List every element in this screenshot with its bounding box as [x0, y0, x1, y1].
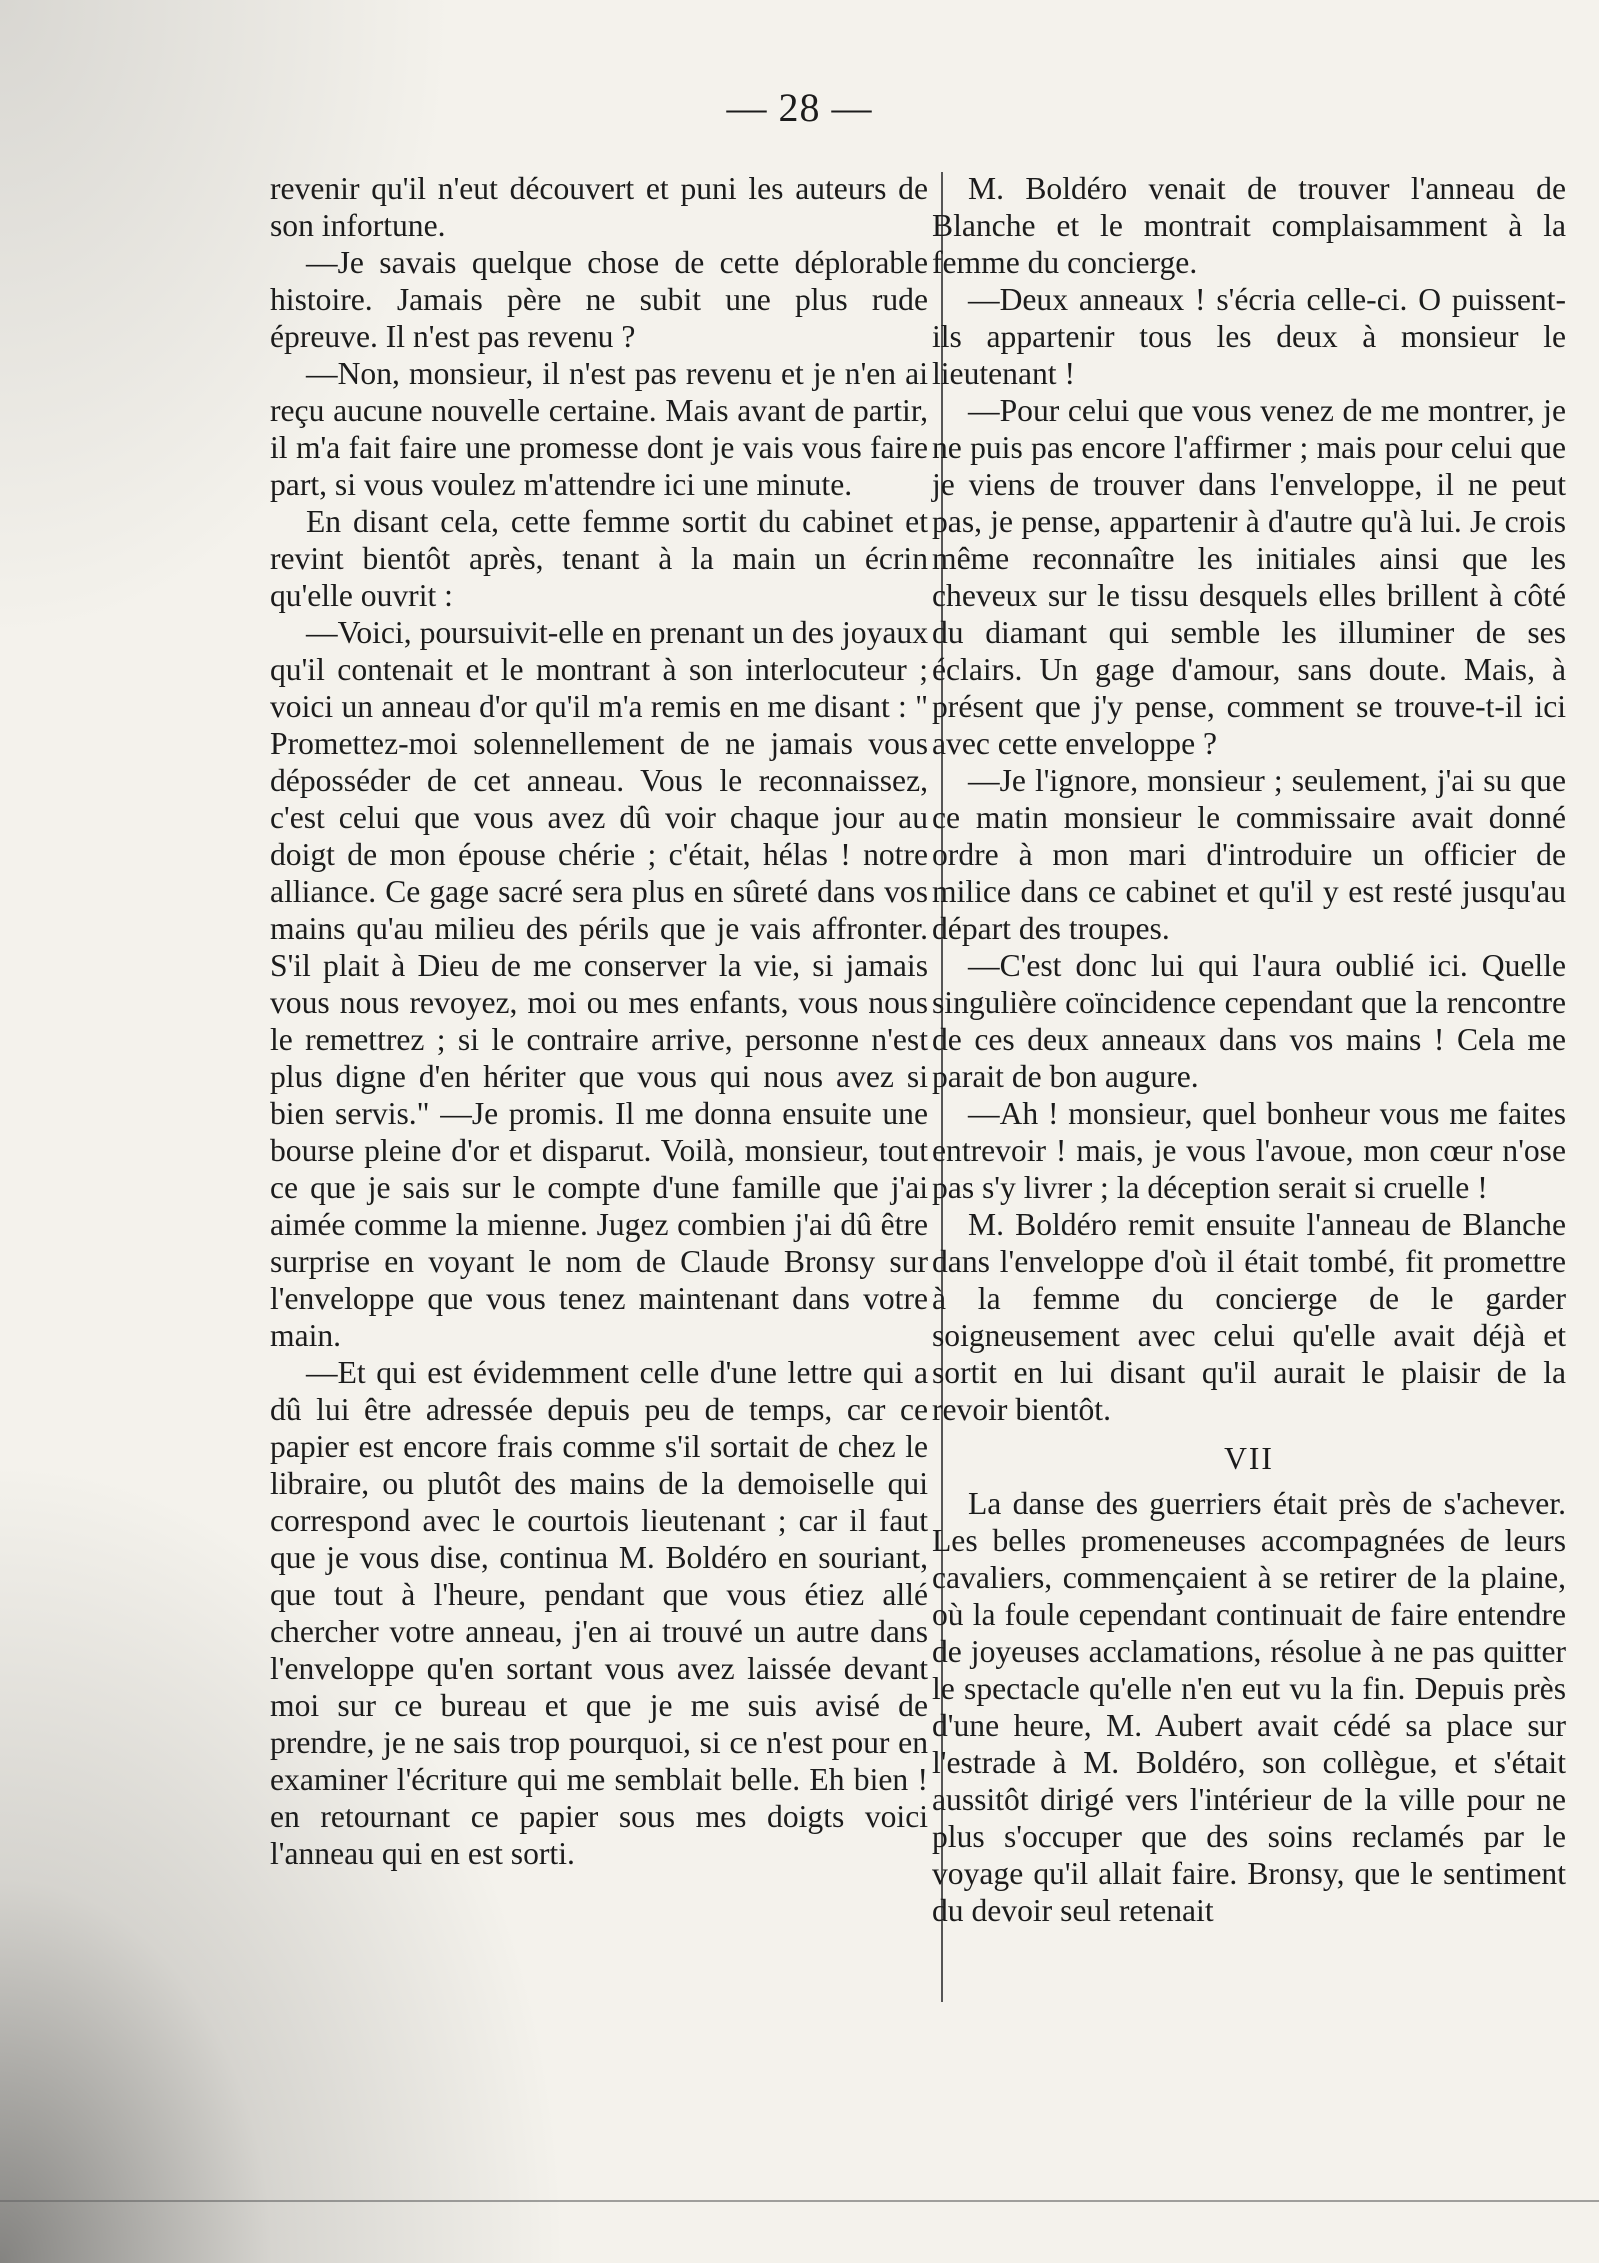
paragraph: —Voici, poursuivit-elle en prenant un des joyaux qu'il contenait et le montrant à son interlocuteur ; voici un anneau d'or qu'il m'a remis en me disant : " Promettez-moi solennellement de ne jamais vous déposséder de cet anneau. Vous le reconnaissez, c'est celui que vous avez dû voir chaque jour au doigt de mon épouse chérie ; c'était, hélas ! notre alliance. Ce gage sacré sera plus en sûreté dans vos mains qu'au milieu des périls que je vais affronter. S'il plait à Dieu de me conserver la vie, si jamais vous nous revoyez, moi ou mes enfants, vous nous le remettrez ; si le contraire arrive, personne n'est plus digne d'en hériter que vous qui nous avez si bien servis." —Je promis. Il me donna ensuite une bourse pleine d'or et disparut. Voilà, monsieur, tout ce que je sais sur le compte d'une famille que j'ai aimée comme la mienne. Jugez combien j'ai dû être surprise en voyant le nom de Claude Bronsy sur l'enveloppe que vous tenez maintenant dans votre main.	[270, 615, 928, 1353]
paragraph: M. Boldéro remit ensuite l'anneau de Blanche dans l'enveloppe d'où il était tombé, fit promettre à la femme du concierge de le garder soigneusement avec celui qu'elle avait déjà et sortit en lui disant qu'il aurait le plaisir de la revoir bientôt.	[932, 1207, 1566, 1427]
paragraph: En disant cela, cette femme sortit du cabinet et revint bientôt après, tenant à la main un écrin qu'elle ouvrit :	[270, 504, 928, 613]
paragraph: M. Boldéro venait de trouver l'anneau de Blanche et le montrait complaisamment à la femme du concierge.	[932, 171, 1566, 280]
paragraph: —Deux anneaux ! s'écria celle-ci. O puissent-ils appartenir tous les deux à monsieur le lieutenant !	[932, 282, 1566, 391]
paragraph: —Pour celui que vous venez de me montrer, je ne puis pas encore l'affirmer ; mais pour celui que je viens de trouver dans l'enveloppe, il ne peut pas, je pense, appartenir à d'autre qu'à lui. Je crois même reconnaître les initiales ainsi que les cheveux sur le tissu desquels elles brillent à côté du diamant qui semble les illuminer de ses éclairs. Un gage d'amour, sans doute. Mais, à présent que j'y pense, comment se trouve-t-il ici avec cette enveloppe ?	[932, 393, 1566, 761]
paragraph: —Et qui est évidemment celle d'une lettre qui a dû lui être adressée depuis peu de temps, car ce papier est encore frais comme s'il sortait de chez le libraire, ou plutôt des mains de la demoiselle qui correspond avec le courtois lieutenant ; car il faut que je vous dise, continua M. Boldéro en souriant, que tout à l'heure, pendant que vous étiez allé chercher votre anneau, j'en ai trouvé un autre dans l'enveloppe qu'en sortant vous avez laissée devant moi sur ce bureau et que je me suis avisé de prendre, je ne sais trop pourquoi, si ce n'est pour en examiner l'écriture qui me semblait belle. Eh bien ! en retournant ce papier sous mes doigts voici l'anneau qui en est sorti.	[270, 1355, 928, 1871]
paragraph: La danse des guerriers était près de s'achever. Les belles promeneuses accompagnées de leurs cavaliers, commençaient à se retirer de la plaine, où la foule cependant continuait de faire entendre de joyeuses acclamations, résolue à ne pas quitter le spectacle qu'elle n'en eut vu la fin. Depuis près d'une heure, M. Aubert avait cédé sa place sur l'estrade à M. Boldéro, son collègue, et s'était aussitôt dirigé vers l'intérieur de la ville pour ne plus s'occuper que des soins reclamés par le voyage qu'il allait faire. Bronsy, que le sentiment du devoir seul retenait	[932, 1486, 1566, 1928]
left-column	[270, 170, 928, 1872]
section-heading: VII	[1224, 1441, 1274, 1476]
page-number: — 28 —	[726, 85, 873, 130]
bottom-rule	[0, 2200, 1599, 2202]
paragraph: —Non, monsieur, il n'est pas revenu et je n'en ai reçu aucune nouvelle certaine. Mais avant de partir, il m'a fait faire une promesse dont je vais vous faire part, si vous voulez m'attendre ici une minute.	[270, 356, 928, 502]
paragraph: revenir qu'il n'eut découvert et puni les auteurs de son infortune.	[270, 171, 928, 243]
paragraph: —Je l'ignore, monsieur ; seulement, j'ai su que ce matin monsieur le commissaire avait donné ordre à mon mari d'introduire un officier de milice dans ce cabinet et qu'il y est resté jusqu'au départ des troupes.	[932, 763, 1566, 946]
paragraph: —C'est donc lui qui l'aura oublié ici. Quelle singulière coïncidence cependant que la rencontre de ces deux anneaux dans vos mains ! Cela me parait de bon augure.	[932, 948, 1566, 1094]
paragraph: —Je savais quelque chose de cette déplorable histoire. Jamais père ne subit une plus rude épreuve. Il n'est pas revenu ?	[270, 245, 928, 354]
right-column	[930, 170, 1566, 1929]
paragraph: —Ah ! monsieur, quel bonheur vous me faites entrevoir ! mais, je vous l'avoue, mon cœur n'ose pas s'y livrer ; la déception serait si cruelle !	[932, 1096, 1566, 1205]
